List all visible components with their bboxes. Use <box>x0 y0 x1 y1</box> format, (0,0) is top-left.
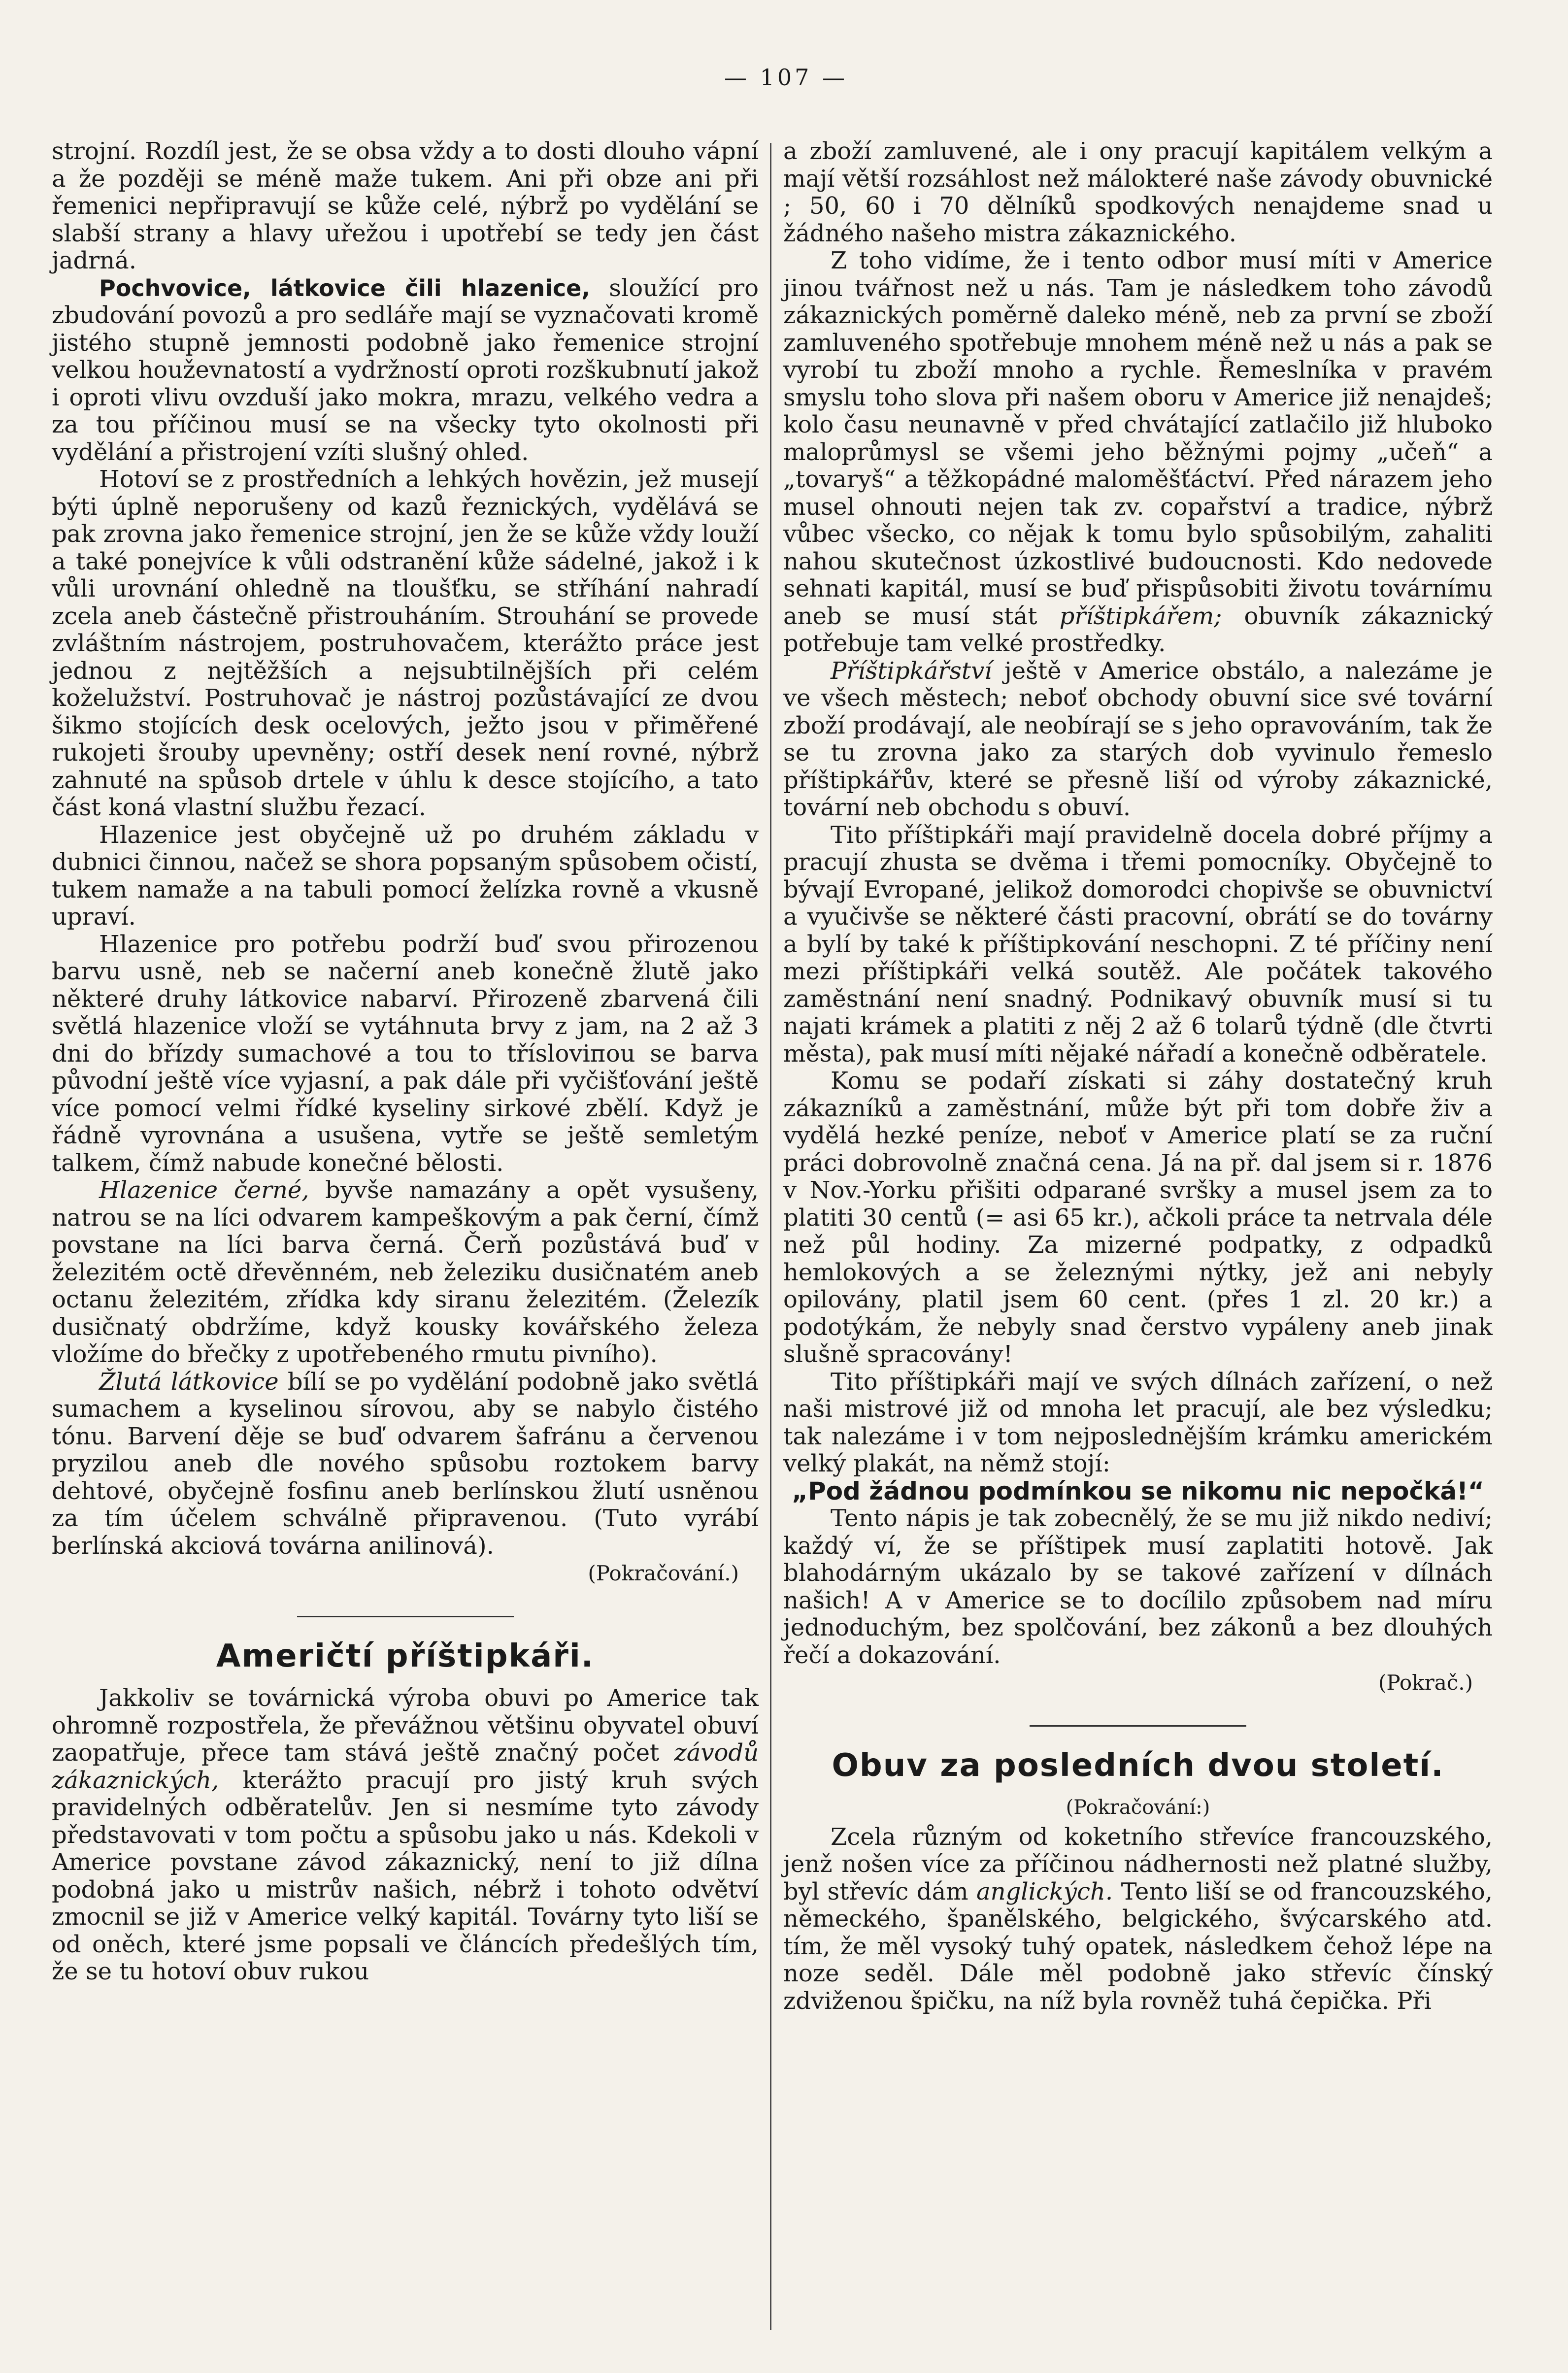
paragraph <box>783 247 1493 658</box>
paragraph <box>783 658 1493 822</box>
article-heading: Američtí příštipkáři. <box>216 1638 595 1674</box>
paragraph-text: kterážto pracují pro jistý kruh svých pravidelných odběratelův. Jen si nesmíme tyto závody představovati v tom počtu a spůsobu jako u nás. Kdekoli v Americe povstane závod zákaznický, není to již dílna podobná jako u mistrův našich, nébrž i tohoto odvětví zmocnil se již v Americe velký kapitál. Továrny tyto liší se od oněch, které jsme popsali ve článcích předešlých tím, že se tu hotoví obuv rukou <box>52 1766 759 1985</box>
emphasis: Žlutá látkovice <box>99 1368 279 1396</box>
emphasis: anglických. <box>976 1877 1113 1905</box>
emphasis: závodů zákaznických, <box>52 1739 759 1794</box>
paragraph-text: Z toho vidíme, že i tento odbor musí míti v Americe jinou tvářnost než u nás. Tam je následkem toho závodů zákaznických poměrně daleko méně, neb za první se zboží zamluveného spotřebuje mnohem méně než u nás a pak se vyrobí tu zboží mnoho a rychle. Řemeslníka v pravém smyslu toho slova při našem oboru v Americe již nenajdeš; kolo času neunavně v před chvátající zatlačilo již hluboko maloprůmysl se všemi jeho běžnými pojmy „učeň“ a „tovaryš“ a těžkopádné maloměšťáctví. Před nárazem jeho musel ohnouti nejen tak zv. copařství a tradice, nýbrž vůbec všecko, co nějak k tomu bylo spůsobilým, zahaliti nahou skutečnost úzkostlivé budoucnosti. Kdo nedovede sehnati kapitál, musí se buď přispůsobiti životu továrnímu aneb se musí stát <box>783 247 1493 630</box>
paragraph: strojní. Rozdíl jest, že se obsa vždy a to dosti dlouho vápní a že později se méně maže tukem. Ani při obze ani při řemenici nepřipravují se kůže celé, nýbrž po vydělání se slabší strany a hlavy uřežou i upotřebí se tedy jen část jadrná. <box>52 137 759 274</box>
paragraph: Hlazenice jest obyčejně už po druhém základu v dubnici činnou, načež se shora popsaným spůsobem očistí, tukem namaže a na tabuli pomocí želízka rovně a vkusně upraví. <box>52 821 759 931</box>
paragraph-text: byvše namazány a opět vysušeny, natrou se na líci odvarem kampeškovým a pak černí, čímž povstane na líci barva černá. Čerň pozůstává buď v železitém octě dřevěnném, neb železiku dusičnatém aneb octanu železitém, zřídka kdy siranu železitém. (Železík dusičnatý obdržíme, když kousky kovářského železa vložíme do břečky z upotřebeného rmutu pivního). <box>52 1176 759 1368</box>
paragraph-text: bílí se po vydělání podobně jako světlá sumachem a kyselinou sírovou, aby se nabylo čistého tónu. Barvení děje se buď odvarem šafránu a červenou pryzilou aneb dle nového spůsobu roztokem barvy dehtové, obyčejně fosfinu aneb berlínskou žlutí usněnou za tím účelem schválně připravenou. (Tuto vyrábí berlínská akciová továrna anilinová). <box>52 1368 759 1560</box>
paragraph-text: Zcela různým od koketního střevíce francouzského, jenž nošen více za příčinou nádhernosti než platné služby, byl střevíc dám <box>783 1823 1493 1905</box>
emphasis: Hlazenice černé, <box>99 1176 309 1204</box>
paragraph <box>52 1177 759 1369</box>
emphasis: příštipkářem; <box>1059 602 1222 630</box>
paragraph-text: obuvník zákaznický potřebuje tam velké prostředky. <box>783 602 1493 657</box>
paragraph: Hlazenice pro potřebu podrží buď svou přirozenou barvu usně, neb se načerní aneb konečně žlutě jako některé druhy látkovice nabarví. Přirozeně zbarvená čili světlá hlazenice vloží se vytáhnuta brvy z jam, na 2 až 3 dni do břízdy sumachové a tou to třísloviпou se barva původní ještě více vyjasní, a pak dále při vyčišťování ještě více pomocí velmi řídké kyseliny sirkové zbělí. Když je řádně vyrovnána a usušena, vytře se ještě semletým talkem, čímž nabude konečné bělosti. <box>52 930 759 1177</box>
paragraph-text: ještě v Americe obstálo, a nalezáme je ve všech městech; neboť obchody obuvní sice své tovární zboží prodávají, ale neobírají se s jeho opravováním, tak že se tu zrovna jako za starých dob vyvinulo řemeslo příštipkářův, které se přesně liší od výroby zákaznické, tovární neb obchodu s obuví. <box>783 657 1493 821</box>
paragraph: Hotoví se z prostředních a lehkých hovězin, jež musejí býti úplně neporušeny od kazů řeznických, vydělává se pak zrovna jako řemenice strojní, jen že se kůže vždy louží a také ponejvíce k vůli odstranění kůže sádelné, jakož i k vůli urovnání ohledně na tloušťku, se stříhání nahradí zcela aneb částečně přistrouháním. Strouhání se provede zvláštním nástrojem, postruhovačem, kterážto práce jest jednou z nejtěžších a nejsubtilnějších při celém koželužství. Postruhovač je nástroj pozůstávající ze dvou šikmo stojících desk ocelových, ježto jsou v přiměřené rukojeti šrouby upevněny; ostří desek není rovné, nýbrž zahnuté na spůsob drtele v úhlu k desce stojícího, a tato část koná vlastní službu řezací. <box>52 466 759 821</box>
page-number: — 107 — <box>724 64 848 91</box>
continuation-note: (Pokrač.) <box>1378 1671 1473 1695</box>
paragraph: Tento nápis je tak zobecnělý, že se mu již nikdo nediví; každý ví, že se příštipek musí zaplatiti hotově. Jak blahodárným ukázalo by se takové zařízení v dílnách našich! A v Americe se to docílilo způsobem nad míru jednoduchým, bez spolčování, bez zákonů a bez dlouhých řečí a dokazování. <box>783 1504 1493 1669</box>
paragraph <box>52 1369 759 1560</box>
paragraph <box>52 1685 759 1986</box>
column-divider <box>770 143 771 2330</box>
emphasis: Příštipkářství <box>831 657 992 685</box>
continuation-note: (Pokračování.) <box>588 1561 739 1585</box>
section-lead: Pochvovice, látkovice čili hlazenice, <box>99 274 590 301</box>
paragraph <box>52 275 759 467</box>
paragraph: a zboží zamluvené, ale i ony pracují kapitálem velkým a mají větší rozsáhlost než málokteré naše závody obuvnické ; 50, 60 i 70 dělníků spodkových nenajdeme snad u žádného našeho mistra zákaznického. <box>783 137 1493 247</box>
right-column <box>783 138 1493 2015</box>
paragraph: Komu se podaří získati si záhy dostatečný kruh zákazníků a zaměstnání, může být při tom dobře živ a vydělá hezké peníze, neboť v Americe platí se za ruční práci dobrovolně značná cena. Já na př. dal jsem si r. 1876 v Nov.-Yorku přišiti odparané svršky a musel jsem za to platiti 30 centů (= asi 65 kr.), ačkoli práce ta netrvala déle než půl hodiny. Za mizerné podpatky, z odpadků hemlokových a se železnými nýtky, jež ani nebyly opilovány, platil jsem 60 cent. (přes 1 zl. 20 kr.) a podotýkám, že nebyly snad čerstvo vypáleny aneb jinak slušně spracovány! <box>783 1067 1493 1368</box>
section-rule <box>1030 1725 1246 1727</box>
paragraph: Tito příštipkáři mají pravidelně docela dobré příjmy a pracují zhusta se dvěma i třemi pomocníky. Obyčejně to bývají Evropané, jelikož domorodci chopivše se obuvnictví a vyučivše se některé části pracovní, obrátí se do továrny a bylí by také k příštipkování neschopni. Z té příčiny není mezi příštipkáři velká soutěž. Ale počátek takového zaměstnání není snadný. Podnikavý obuvník musí si tu najati krámek a platiti z něj 2 až 6 tolarů týdně (dle čtvrti města), pak musí míti nějaké nářadí a konečně odběratele. <box>783 821 1493 1068</box>
article-subheading: (Pokračování:) <box>1066 1796 1210 1819</box>
paragraph-text: Tento liší se od francouzského, německého, španělského, belgického, švýcarského atd. tím, že měl vysoký tuhý opatek, následkem čehož lépe na noze seděl. Dále měl podobně jako střevíc čínský zdviženou špičku, na níž byla rovněž tuhá čepička. Při <box>783 1877 1493 2015</box>
paragraph-text: Jakkoliv se továrnická výroba obuvi po Americe tak ohromně rozpostřela, že převážnou většinu obyvatel obuví zaopatřuje, přece tam stává ještě značný počet <box>52 1684 759 1767</box>
paragraph <box>783 1824 1493 2015</box>
placard-quote: „Pod žádnou podmínkou se nikomu nic nepočká!“ <box>792 1476 1484 1505</box>
paragraph-text: sloužící pro zbudování povozů a pro sedláře mají se vyznačovati kromě jistého stupně jemnosti podobně jako řemenice strojní velkou houževnatostí a vydržností oproti rozškubnutí jakož i oproti vlivu ovzduší jako mokra, mrazu, velkého vedra a za tou příčinou musí se na všecky tyto okolnosti při vydělání a přistrojení vzíti slušný ohled. <box>52 274 759 466</box>
section-rule <box>297 1616 514 1617</box>
article-heading: Obuv za posledních dvou století. <box>832 1747 1444 1784</box>
paragraph: Tito příštipkáři mají ve svých dílnách zařízení, o než naši mistrové již od mnoha let pracují, ale bez výsledku; tak nalezáme i v tom nejposlednějším krámku americkém velký plakát, na němž stojí: <box>783 1368 1493 1477</box>
left-column <box>52 138 759 1986</box>
